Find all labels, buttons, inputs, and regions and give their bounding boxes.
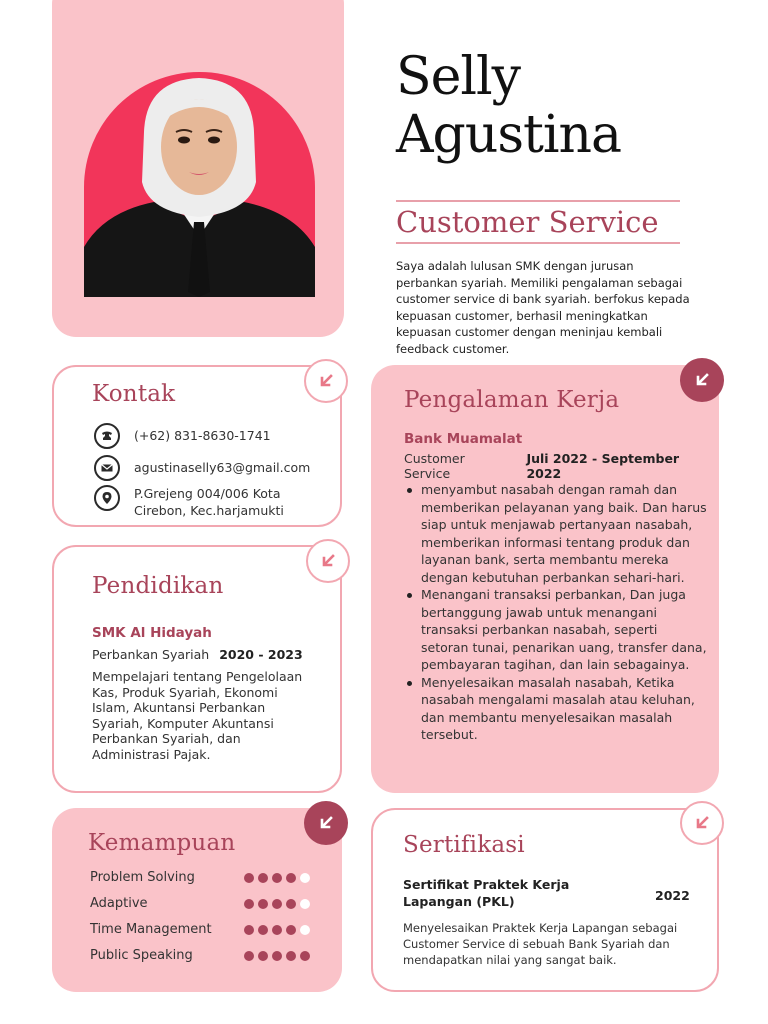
experience-period: Juli 2022 - September 2022 xyxy=(526,451,680,481)
experience-position: Customer Service xyxy=(404,451,465,481)
profile-photo xyxy=(84,72,315,297)
first-name: Selly xyxy=(396,47,521,107)
experience-section xyxy=(371,365,719,793)
certification-title: Sertifikasi xyxy=(403,832,525,858)
rating-dot-filled xyxy=(286,899,296,909)
education-title: Pendidikan xyxy=(92,573,224,599)
last-name: Agustina xyxy=(396,105,622,165)
education-section xyxy=(52,545,342,793)
rating-dot-filled xyxy=(272,899,282,909)
education-meta xyxy=(92,647,322,662)
list-item: menyambut nasabah dengan ramah dan memberikan pelayanan yang baik. Dan harus siap untuk menjawab pertanyaan nasabah, memberikan informasi tentang produk dan layanan bank, serta membantu mereka dengan kebutuhan perbankan sehari-hari. xyxy=(407,481,707,586)
skill-rating xyxy=(244,873,310,883)
contact-section xyxy=(52,365,342,527)
experience-list xyxy=(407,481,707,744)
rating-dot-empty xyxy=(300,873,310,883)
certificate-year: 2022 xyxy=(655,888,690,903)
contact-address-text xyxy=(134,485,284,519)
rating-dot-filled xyxy=(244,899,254,909)
rating-dot-filled xyxy=(258,873,268,883)
arrow-down-left-icon xyxy=(304,359,348,403)
skills-section xyxy=(52,808,342,992)
arrow-down-left-icon xyxy=(304,801,348,845)
location-icon xyxy=(94,485,120,511)
skills-title: Kemampuan xyxy=(88,830,236,856)
skill-rating xyxy=(244,899,310,909)
role-banner xyxy=(396,200,680,244)
education-period: 2020 - 2023 xyxy=(219,647,303,662)
rating-dot-filled xyxy=(244,873,254,883)
certificate-name-line-1: Sertifikat Praktek Kerja xyxy=(403,877,570,892)
certificate-name xyxy=(403,876,569,910)
contact-email xyxy=(94,455,310,481)
education-major: Perbankan Syariah xyxy=(92,647,210,662)
contact-phone xyxy=(94,423,271,449)
rating-dot-filled xyxy=(300,951,310,961)
name-heading xyxy=(396,48,621,164)
skill-name: Time Management xyxy=(90,922,212,937)
contact-title: Kontak xyxy=(92,381,176,407)
rating-dot-filled xyxy=(244,951,254,961)
rating-dot-filled xyxy=(258,899,268,909)
rating-dot-filled xyxy=(286,951,296,961)
rating-dot-filled xyxy=(272,925,282,935)
rating-dot-filled xyxy=(286,925,296,935)
skill-name: Public Speaking xyxy=(90,948,193,963)
contact-phone-text: (+62) 831-8630-1741 xyxy=(134,428,271,443)
phone-icon xyxy=(94,423,120,449)
skill-row xyxy=(90,922,310,937)
rating-dot-empty xyxy=(300,899,310,909)
skill-row xyxy=(90,948,310,963)
list-item: Menyelesaikan masalah nasabah, Ketika nasabah mengalami masalah atau keluhan, dan membantu menyelesaikan masalah tersebut. xyxy=(407,674,707,744)
school-name: SMK Al Hidayah xyxy=(92,625,212,641)
address-line-2: Cirebon, Kec.harjamukti xyxy=(134,503,284,518)
experience-title: Pengalaman Kerja xyxy=(404,387,620,413)
arrow-down-left-icon xyxy=(680,801,724,845)
contact-address xyxy=(94,485,284,519)
email-icon xyxy=(94,455,120,481)
rating-dot-filled xyxy=(258,925,268,935)
skill-rating xyxy=(244,951,310,961)
skill-name: Problem Solving xyxy=(90,870,195,885)
skill-rating xyxy=(244,925,310,935)
contact-email-text: agustinaselly63@gmail.com xyxy=(134,460,311,475)
experience-meta xyxy=(404,451,714,481)
rating-dot-filled xyxy=(286,873,296,883)
rating-dot-filled xyxy=(272,873,282,883)
rating-dot-empty xyxy=(300,925,310,935)
rating-dot-filled xyxy=(272,951,282,961)
certificate-description: Menyelesaikan Praktek Kerja Lapangan sebagai Customer Service di sebuah Bank Syariah dan mendapatkan nilai yang sangat baik. xyxy=(403,921,678,967)
list-item: Menangani transaksi perbankan, Dan juga bertanggung jawab untuk menangani transaksi perbankan nasabah, seperti setoran tunai, penarikan uang, transfer dana, pembayaran tagihan, dan lain sebagainya. xyxy=(407,586,707,674)
certificate-name-line-2: Lapangan (PKL) xyxy=(403,894,515,909)
profile-summary: Saya adalah lulusan SMK dengan jurusan perbankan syariah. Memiliki pengalaman sebagai customer service di bank syariah. berfokus kepada kepuasan customer, berhasil meningkatkan kepuasan customer dengan meninjau kembali feedback customer. xyxy=(396,259,690,356)
rating-dot-filled xyxy=(258,951,268,961)
role-title: Customer Service xyxy=(396,205,659,239)
rating-dot-filled xyxy=(244,925,254,935)
certification-section xyxy=(371,808,719,992)
arrow-down-left-icon xyxy=(680,358,724,402)
education-description: Mempelajari tentang Pengelolaan Kas, Produk Syariah, Ekonomi Islam, Akuntansi Perbankan Syariah, Komputer Akuntansi Perbankan Syariah, dan Administrasi Pajak. xyxy=(92,669,303,762)
company-name: Bank Muamalat xyxy=(404,431,523,447)
skill-name: Adaptive xyxy=(90,896,148,911)
address-line-1: P.Grejeng 004/006 Kota xyxy=(134,486,281,501)
skill-row xyxy=(90,870,310,885)
skill-row xyxy=(90,896,310,911)
arrow-down-left-icon xyxy=(306,539,350,583)
